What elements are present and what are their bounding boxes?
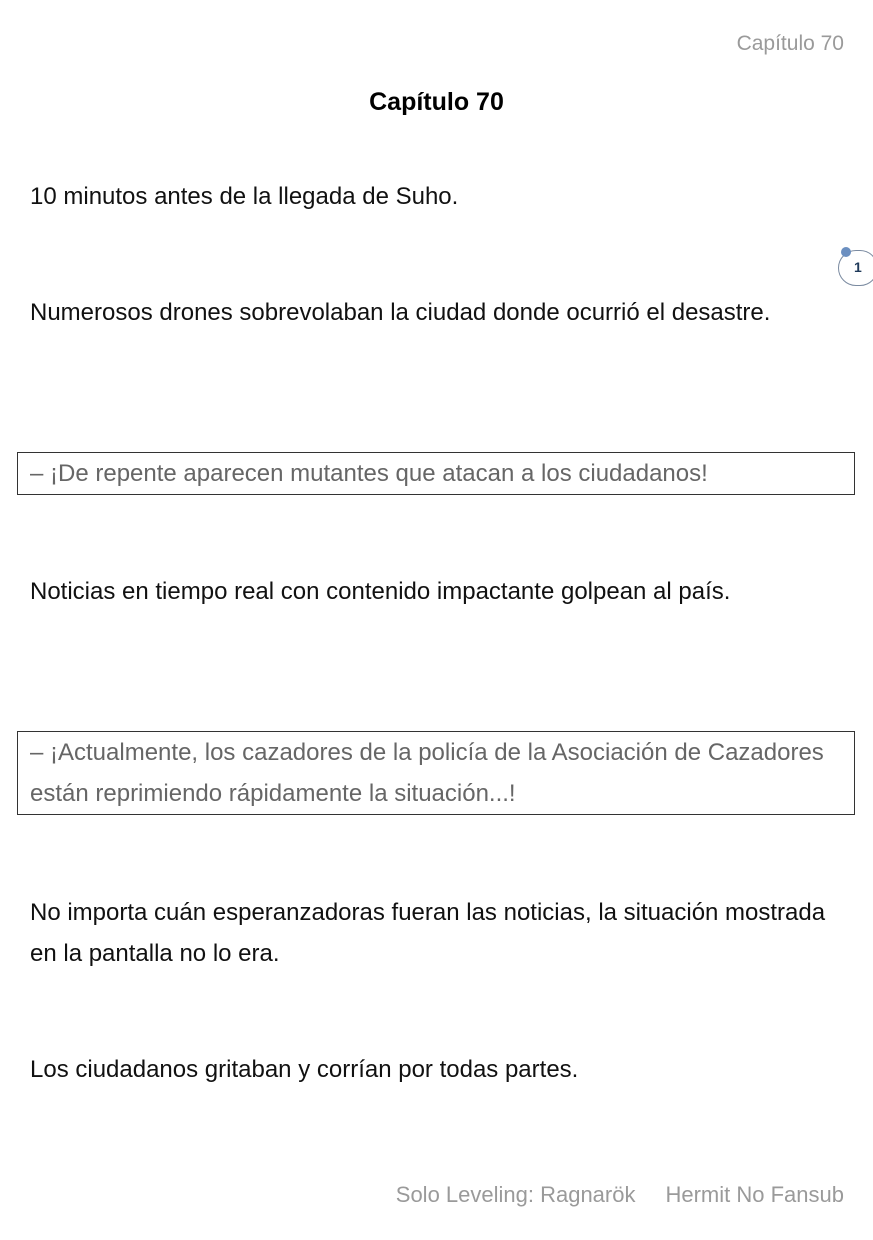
- comment-marker[interactable]: [838, 250, 873, 286]
- paragraph-2: Numerosos drones sobrevolaban la ciudad donde ocurrió el desastre.: [30, 299, 771, 326]
- running-header: Capítulo 70: [736, 32, 844, 55]
- paragraph-3: Noticias en tiempo real con contenido impactante golpean al país.: [30, 578, 731, 605]
- comment-dot-icon: [841, 247, 851, 257]
- footer-book-title: Solo Leveling: Ragnarök: [395, 1182, 636, 1207]
- paragraph-4: No importa cuán esperanzadoras fueran las noticias, la situación mostrada en la pantalla no lo era.: [30, 899, 826, 967]
- page-footer: [396, 1182, 844, 1208]
- quote-box-1: – ¡De repente aparecen mutantes que atacan a los ciudadanos!: [17, 452, 855, 495]
- paragraph-5: Los ciudadanos gritaban y corrían por todas partes.: [30, 1056, 579, 1083]
- chapter-title: Capítulo 70: [369, 88, 504, 116]
- quote-box-2: – ¡Actualmente, los cazadores de la policía de la Asociación de Cazadores están reprimiendo rápidamente la situación...!: [17, 731, 855, 815]
- comment-count: 1: [854, 259, 862, 275]
- footer-group: Hermit No Fansub: [665, 1182, 844, 1207]
- paragraph-1: 10 minutos antes de la llegada de Suho.: [30, 183, 459, 210]
